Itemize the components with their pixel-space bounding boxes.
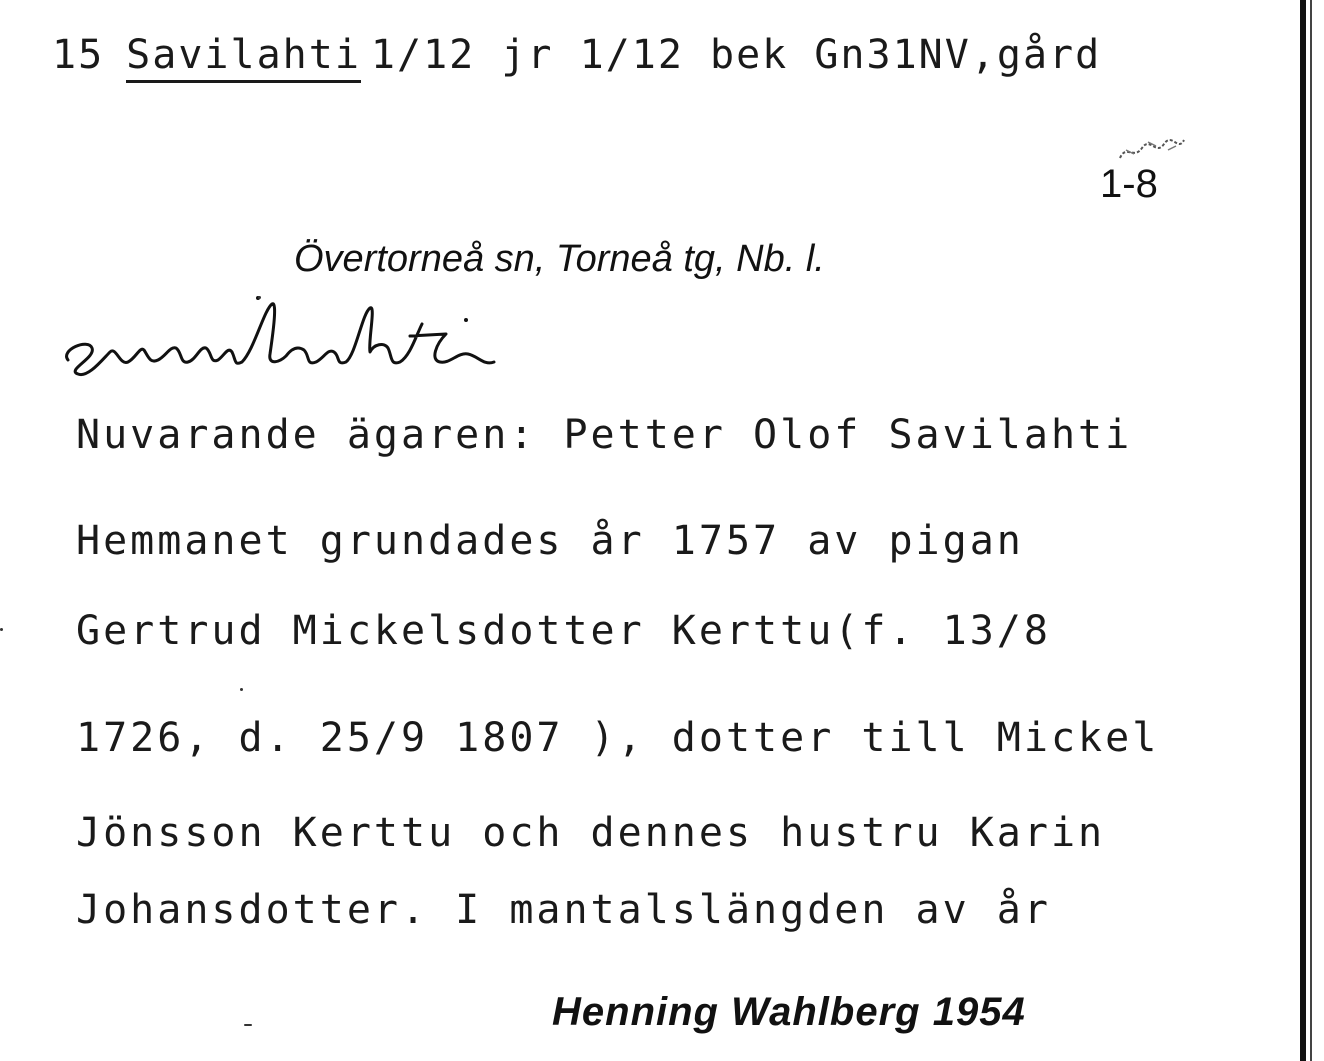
- card-number: 15: [52, 32, 105, 78]
- header-details: 1/12 jr 1/12 bek Gn31NV,gård: [370, 32, 1102, 78]
- history-line: 1726, d. 25/9 1807 ), dotter till Mickel: [76, 715, 1160, 761]
- owner-line: Nuvarande ägaren: Petter Olof Savilahti: [76, 412, 1133, 458]
- stamp-number: 1-8: [1100, 162, 1158, 206]
- history-line: Johansdotter. I mantalslängden av år: [76, 887, 1051, 933]
- card-header: [52, 32, 1101, 83]
- scan-speck: [244, 1024, 252, 1026]
- farm-name-underlined: Savilahti: [126, 32, 361, 83]
- scan-speck: [240, 688, 243, 691]
- history-line: Hemmanet grundades år 1757 av pigan: [76, 518, 1024, 564]
- signature: Henning Wahlberg 1954: [552, 990, 1026, 1034]
- scan-speck: [0, 628, 3, 631]
- history-line: Gertrud Mickelsdotter Kerttu(f. 13/8: [76, 608, 1051, 654]
- handwritten-farm-name: [58, 290, 498, 390]
- card-edge: [1300, 0, 1306, 1061]
- scan-speck: [258, 296, 261, 299]
- parish-line: Övertorneå sn, Torneå tg, Nb. l.: [294, 238, 825, 280]
- history-line: Jönsson Kerttu och dennes hustru Karin: [76, 810, 1106, 856]
- card-edge-shadow: [1310, 0, 1312, 1061]
